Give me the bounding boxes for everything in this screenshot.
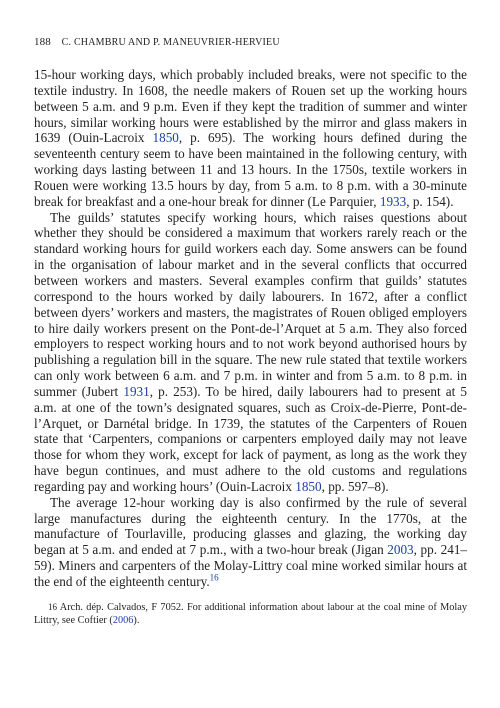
citation-link[interactable]: 1933 bbox=[379, 193, 407, 209]
text-segment: , pp. 241–59). Miners and carpenters of the Molay-Littry coal mine worked similar hours at the end of the eighteenth century. bbox=[34, 542, 467, 589]
text-segment: , pp. 597–8). bbox=[321, 478, 389, 494]
page-number: 188 bbox=[34, 36, 51, 48]
text-segment: , p. 253). To be hired, daily labourers had to present at 5 a.m. at one of the town’s designated squares, such as Croix-de-Pierre, Pont-de-l’Arquet, or Darnétal bridge. In 1739, the statutes of the Carpenters of Rouen state that ‘Carpenters, companions or carpenters employed daily may not leave those for whom they work, except for lack of payment, as long as the work they have begun continues, and must adhere to the old customs and regulations regarding pay and working hours’ (Ouin-Lacroix bbox=[34, 383, 467, 494]
paragraph-2 bbox=[34, 210, 467, 495]
footnote-marker[interactable]: 16 bbox=[209, 572, 219, 583]
text-segment: The average 12-hour working day is also confirmed by the rule of several large manufactures during the eighteenth century. In the 1770s, at the manufacture of Tourlaville, producing glasses and glazing, the working day began at 5 a.m. and ended at 7 p.m., with a two-hour break (Jigan bbox=[34, 494, 467, 558]
text-segment: , p. 154). bbox=[406, 193, 454, 209]
footnote bbox=[34, 601, 467, 627]
footnote-text: Arch. dép. Calvados, F 7052. For additional information about labour at the coal mine of Molay Littry, see Coftier ( bbox=[34, 602, 467, 626]
paragraph-1 bbox=[34, 67, 467, 210]
citation-link[interactable]: 1931 bbox=[123, 383, 150, 399]
text-segment: 15-hour working days, which probably included breaks, were not specific to the textile industry. In 1608, the needle makers of Rouen set up the working hours between 5 a.m. and 9 p.m. Even if they kept the tradition of summer and winter hours, similar working hours were established by the mirror and glass makers in 1639 (Ouin-Lacroix bbox=[34, 67, 467, 146]
citation-link[interactable]: 1850 bbox=[152, 130, 179, 146]
body-text bbox=[34, 67, 467, 590]
footnote-number: 16 bbox=[48, 602, 57, 612]
citation-link[interactable]: 2003 bbox=[387, 542, 414, 558]
text-segment: The guilds’ statutes specify working hours, which raises questions about whether they should be considered a maximum that workers rarely reach or the standard working hours for guild workers each day. Some answers can be found in the organisation of labour market and in the several conflicts that occurred between workers and masters. Several examples confirm that guilds’ statutes correspond to the hours worked by daily labourers. In 1672, after a conflict between dyers’ workers and masters, the magistrates of Rouen obliged employers to hire daily workers present on the Pont-de-l’Arquet at 5 a.m. They also forced employers to respect working hours and to not work beyond authorised hours by publishing a regulation bill in the square. The new rule stated that textile workers can only work between 6 a.m. and 7 p.m. in winter and from 5 a.m. to 8 p.m. in summer (Jubert bbox=[34, 209, 467, 399]
running-head-authors: C. CHAMBRU AND P. MANEUVRIER-HERVIEU bbox=[61, 37, 280, 48]
running-header bbox=[34, 36, 280, 48]
footnote-text-end: ). bbox=[133, 615, 140, 626]
citation-link[interactable]: 2006 bbox=[112, 615, 134, 626]
citation-link[interactable]: 1850 bbox=[295, 478, 322, 494]
paragraph-3 bbox=[34, 495, 467, 590]
text-segment: , p. 695). The working hours defined during the seventeenth century seem to have been maintained in the following century, with working days lasting between 11 and 13 hours. In the 1750s, textile workers in Rouen were working 13.5 hours by day, from 5 a.m. to 8 p.m. with a 30-minute break for breakfast and a one-hour break for dinner (Le Parquier, bbox=[34, 130, 468, 209]
